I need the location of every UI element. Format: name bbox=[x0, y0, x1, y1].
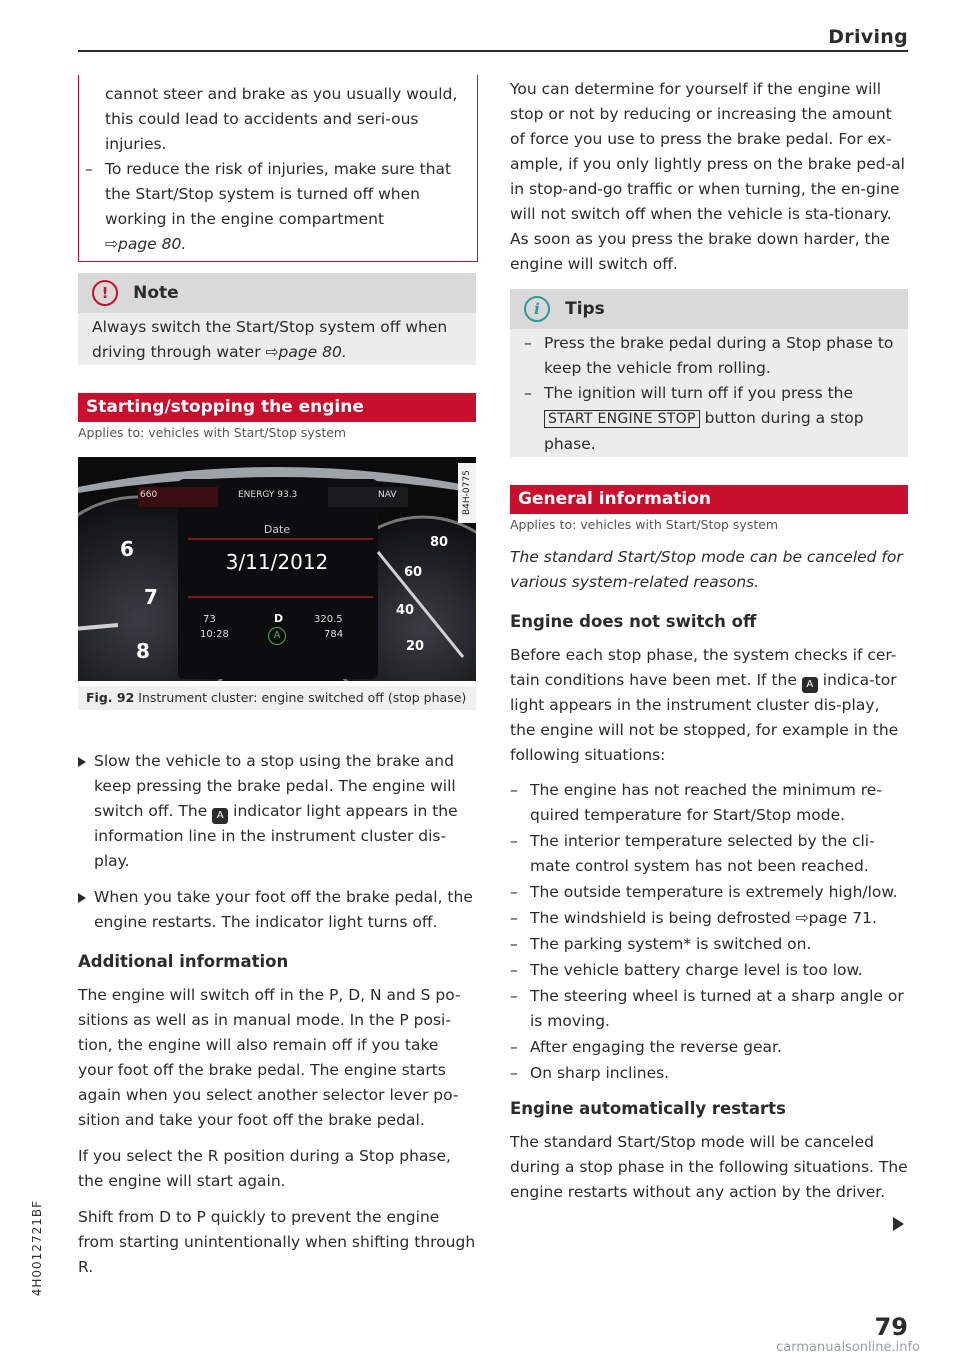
subheading: Engine does not switch off bbox=[510, 612, 757, 631]
paragraph: If you select the R position during a Stop phase, the engine will start again. bbox=[78, 1147, 451, 1190]
list-item bbox=[510, 1061, 908, 1086]
figure-caption bbox=[78, 686, 476, 710]
tips-item bbox=[524, 331, 894, 381]
energy-readout: ENERGY 93.3 bbox=[238, 490, 298, 500]
step-text: indicator light appears in the information line in the instrument cluster dis-play. bbox=[94, 802, 458, 870]
step-text: When you take your foot off the brake pedal, the engine restarts. The indicator light turns off. bbox=[94, 888, 473, 931]
dash-marker: – bbox=[524, 384, 532, 402]
dash-marker: – bbox=[510, 909, 518, 927]
watermark: carmanualsonline.info bbox=[776, 1340, 920, 1355]
condition-list bbox=[510, 778, 908, 1086]
paragraph: You can determine for yourself if the engine will stop or not by reducing or increasing the amount of force you use to press the brake pedal. For ex-ample, if you only lightly press on the brake ped-al in stop-and-go traffic or when turning, the en-gine will not switch off when the vehicle is sta-tionary. As soon as you press the brake down harder, the engine will switch off. bbox=[510, 80, 905, 273]
step-triangle-icon bbox=[78, 893, 86, 903]
list-item-text: On sharp inclines. bbox=[530, 1064, 670, 1082]
list-item bbox=[510, 958, 908, 983]
dash-marker: – bbox=[510, 832, 518, 850]
start-stop-indicator-icon: A bbox=[212, 808, 228, 824]
list-item-text: The steering wheel is turned at a sharp angle or is moving. bbox=[530, 987, 904, 1030]
figure-caption-text: Instrument cluster: engine switched off (stop phase) bbox=[138, 690, 467, 705]
tips-body bbox=[510, 329, 908, 457]
tips-item-text: The ignition will turn off if you press the bbox=[544, 384, 854, 402]
temperature-readout: 73 bbox=[203, 614, 216, 625]
header-rule bbox=[78, 50, 908, 52]
right-body bbox=[510, 545, 908, 1216]
info-icon: i bbox=[524, 296, 550, 322]
continue-arrow-icon bbox=[893, 1217, 904, 1231]
nav-readout: NAV bbox=[378, 490, 397, 500]
dash-marker: – bbox=[510, 781, 518, 799]
date-label: Date bbox=[263, 523, 291, 536]
exclamation-icon: ! bbox=[92, 280, 118, 306]
speed-number: 80 bbox=[430, 535, 449, 550]
lead-paragraph: The standard Start/Stop mode can be canceled for various system-related reasons. bbox=[510, 548, 903, 591]
list-item-text: The parking system* is switched on. bbox=[530, 935, 812, 953]
warning-list-item bbox=[85, 157, 465, 257]
page-ref-link[interactable]: ⇨page 80. bbox=[105, 235, 187, 253]
speed-number: 60 bbox=[404, 565, 423, 580]
gear-indicator: D bbox=[274, 612, 284, 625]
warning-content bbox=[85, 82, 465, 257]
list-item-text: The windshield is being defrosted ⇨page 71. bbox=[530, 909, 877, 927]
start-stop-unavailable-icon: A bbox=[802, 677, 818, 693]
paragraph: The standard Start/Stop mode will be canceled during a stop phase in the following situations. The engine restarts without any action by the driver. bbox=[510, 1133, 908, 1201]
list-item-text: After engaging the reverse gear. bbox=[530, 1038, 782, 1056]
note-body bbox=[78, 313, 476, 365]
dash-marker: – bbox=[510, 987, 518, 1005]
paragraph: Shift from D to P quickly to prevent the engine from starting unintentionally when shifting through R. bbox=[78, 1208, 476, 1276]
speed-number: 20 bbox=[406, 639, 425, 654]
rpm-number: 7 bbox=[144, 585, 158, 609]
warning-text: cannot steer and brake as you usually would, this could lead to accidents and seri-ous injuries. bbox=[105, 85, 458, 153]
start-stop-indicator-icon: A bbox=[268, 627, 286, 645]
range-readout: 784 bbox=[324, 629, 344, 640]
section-heading: Starting/stopping the engine bbox=[78, 393, 476, 422]
dash-marker: – bbox=[510, 1064, 518, 1082]
rpm-number: 8 bbox=[136, 639, 150, 663]
tips-header bbox=[510, 289, 908, 329]
tips-item bbox=[524, 381, 894, 457]
section-title: Driving bbox=[828, 26, 908, 48]
list-item-text: The engine has not reached the minimum re-quired temperature for Start/Stop mode. bbox=[530, 781, 882, 824]
applies-to: Applies to: vehicles with Start/Stop system bbox=[510, 517, 779, 532]
list-item-text: The interior temperature selected by the cli-mate control system has not been reached. bbox=[530, 832, 875, 875]
rpm-number: 6 bbox=[120, 537, 134, 561]
list-item bbox=[510, 778, 908, 828]
figure-number: Fig. 92 bbox=[86, 690, 135, 705]
dash-marker: – bbox=[85, 160, 93, 178]
tips-label: Tips bbox=[565, 299, 605, 319]
start-engine-stop-key: START ENGINE STOP bbox=[544, 410, 700, 428]
list-item bbox=[510, 932, 908, 957]
odometer-left: 660 bbox=[140, 490, 158, 500]
dash-marker: – bbox=[524, 334, 532, 352]
trip-readout: 320.5 bbox=[314, 614, 343, 625]
figure-code: B4H-0775 bbox=[458, 463, 476, 523]
dash-marker: – bbox=[510, 1038, 518, 1056]
step-text: Slow the vehicle to a stop using the brake and keep pressing the brake pedal. The engine will switch off. The bbox=[94, 752, 456, 820]
dash-marker: – bbox=[510, 961, 518, 979]
speed-number: 40 bbox=[396, 603, 415, 618]
subheading: Engine automatically restarts bbox=[510, 1099, 786, 1118]
note-text: Always switch the Start/Stop system off when driving through water bbox=[92, 318, 448, 361]
warning-item-text: To reduce the risk of injuries, make sure that the Start/Stop system is turned off when working in the engine compartment bbox=[105, 160, 452, 228]
list-item bbox=[510, 829, 908, 879]
list-item bbox=[510, 984, 908, 1034]
list-item bbox=[510, 1035, 908, 1060]
paragraph-text: Before each stop phase, the system checks if cer-tain conditions have been met. If the bbox=[510, 646, 897, 689]
paragraph: The engine will switch off in the P, D, N and S po-sitions as well as in manual mode. In the P posi-tion, the engine will also remain off if you take your foot off the brake pedal. The engine starts again when you select another selector lever po-sition and take your foot off the brake pedal. bbox=[78, 986, 461, 1129]
dash-marker: – bbox=[510, 883, 518, 901]
list-item-text: The vehicle battery charge level is too low. bbox=[530, 961, 863, 979]
list-item bbox=[510, 880, 908, 905]
instruction-step bbox=[78, 885, 478, 935]
page-number: 79 bbox=[874, 1313, 908, 1341]
tips-item-text: button during a stop phase. bbox=[544, 409, 864, 453]
instruction-step bbox=[78, 749, 478, 874]
subheading: Additional information bbox=[78, 952, 289, 971]
list-item bbox=[510, 906, 908, 931]
time-readout: 10:28 bbox=[200, 629, 229, 640]
paragraph-text: indica-tor light appears in the instrument cluster dis-play, the engine will not be stopped, for example in the following situations: bbox=[510, 671, 899, 764]
note-header bbox=[78, 273, 476, 313]
right-intro bbox=[510, 77, 908, 288]
instrument-cluster-figure bbox=[78, 457, 476, 681]
dash-marker: – bbox=[510, 935, 518, 953]
left-body bbox=[78, 749, 478, 1291]
note-label: Note bbox=[133, 283, 179, 303]
step-triangle-icon bbox=[78, 757, 86, 767]
applies-to: Applies to: vehicles with Start/Stop system bbox=[78, 425, 347, 440]
section-heading: General information bbox=[510, 485, 908, 514]
date-value: 3/11/2012 bbox=[225, 550, 329, 574]
paragraph bbox=[510, 643, 908, 768]
list-item-text: The outside temperature is extremely high/low. bbox=[530, 883, 898, 901]
tips-item-text: Press the brake pedal during a Stop phase to keep the vehicle from rolling. bbox=[544, 334, 894, 377]
document-code: 4H0012721BF bbox=[30, 1200, 44, 1297]
page-ref-link[interactable]: ⇨page 80. bbox=[265, 343, 347, 361]
